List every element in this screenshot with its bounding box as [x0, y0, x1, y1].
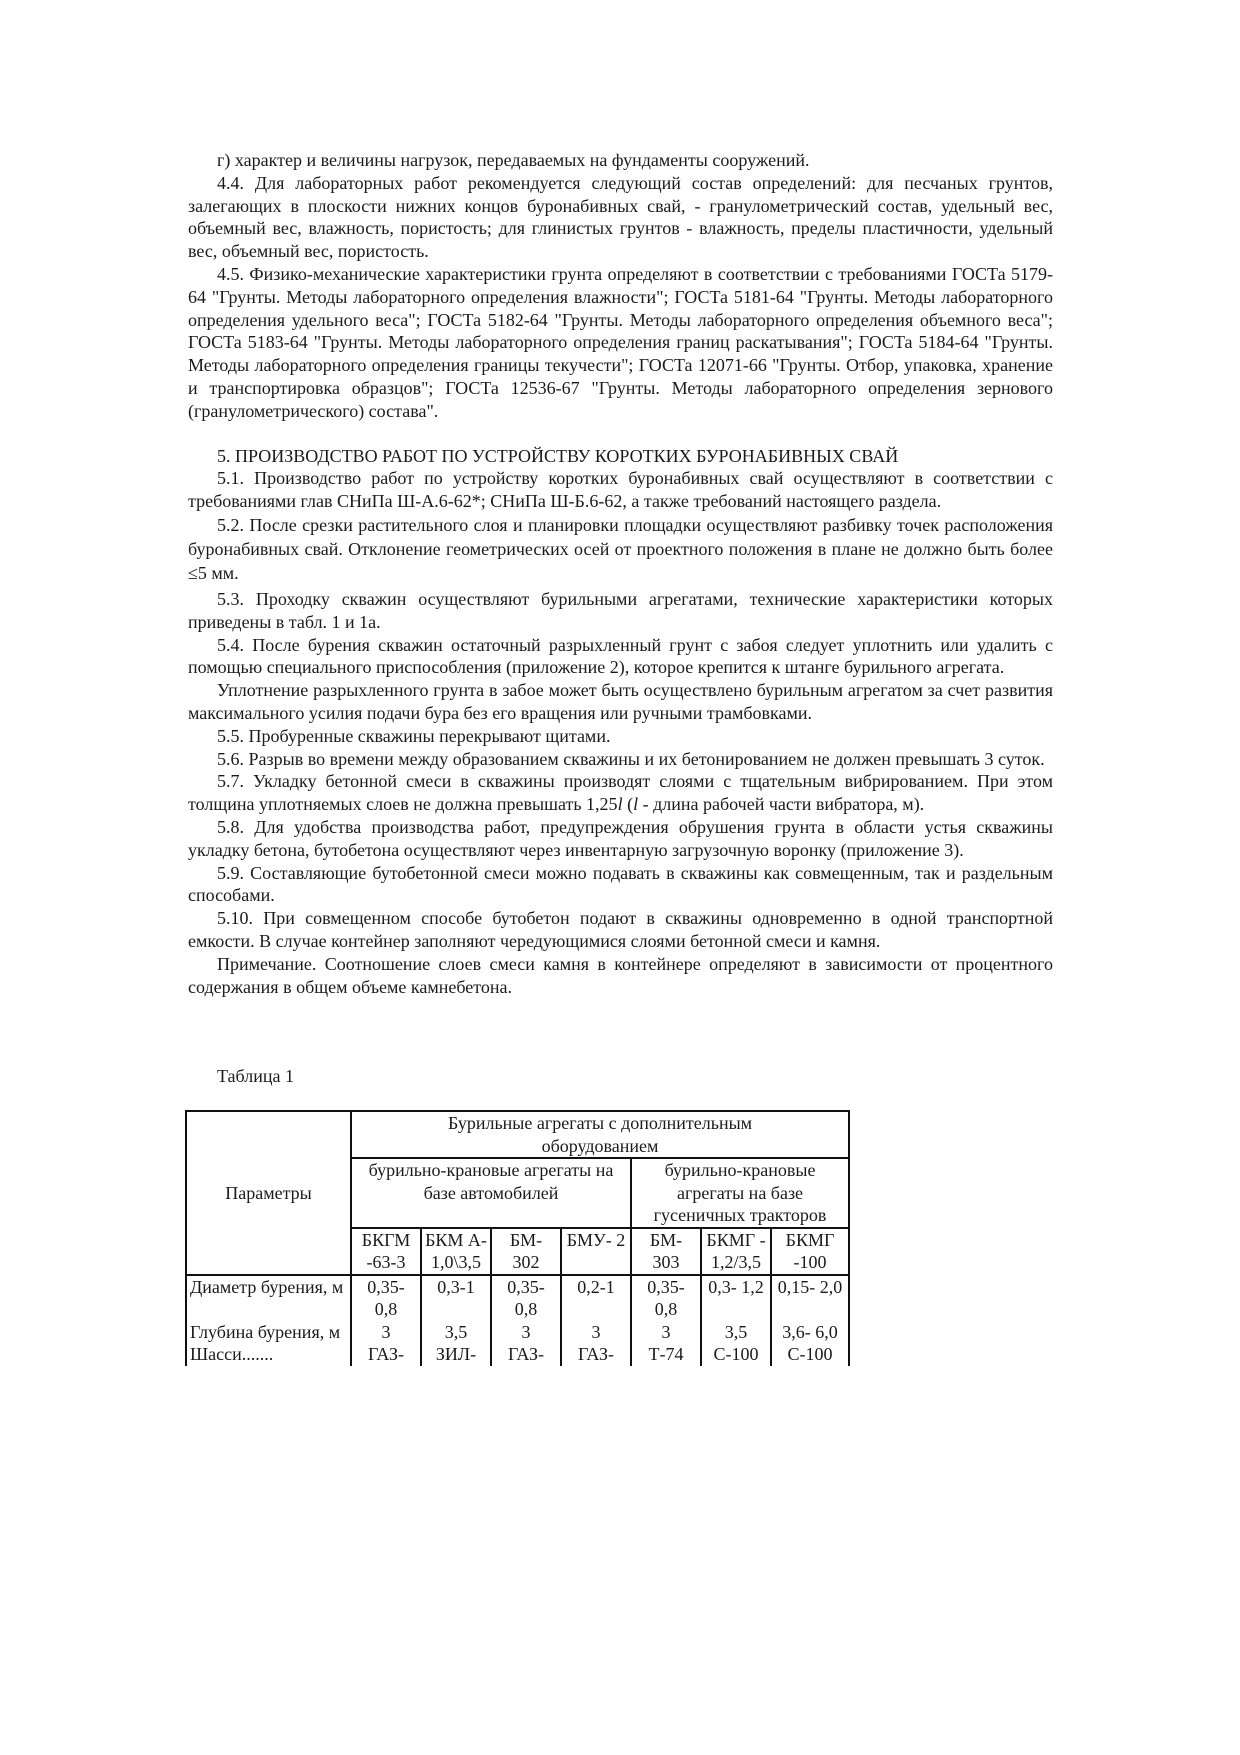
table-cell: ГАЗ-: [351, 1343, 421, 1366]
table-cell: ГАЗ-: [561, 1343, 631, 1366]
table-cell: Т-74: [631, 1343, 701, 1366]
table-cell: 3,5: [701, 1321, 771, 1344]
paragraph-5-1: 5.1. Производство работ по устройству коротких буронабивных свай осуществляют в соответствии с требованиями глав СНиПа Ш-А.6-62*; СНиПа Ш-Б.6-62, а также требований настоящего раздела.: [188, 468, 1053, 512]
paragraph-5-5: 5.5. Пробуренные скважины перекрывают щитами.: [217, 725, 611, 746]
paragraph-4-5: 4.5. Физико-механические характеристики грунта определяют в соответствии с требованиями ГОСТа 5179-64 "Грунты. Методы лабораторного определения влажности"; ГОСТа 5181-64 "Грунты. Методы лабораторного определения удельного веса"; ГОСТа 5182-64 "Грунты. Методы лабораторного определения объемного веса"; ГОСТа 5183-64 "Грунты. Методы лабораторного определения границ раскатывания"; ГОСТа 5184-64 "Грунты. Методы лабораторного определения границы текучести"; ГОСТа 12071-66 "Грунты. Отбор, упаковка, хранение и транспортировка образцов"; ГОСТа 12536-67 "Грунты. Методы лабораторного определения зернового (гранулометрического) состава".: [188, 263, 1053, 421]
row-label: Глубина бурения, м: [186, 1321, 351, 1344]
p57-after: - длина рабочей части вибратора, м).: [638, 794, 925, 815]
table-cell: ГАЗ-: [491, 1343, 561, 1366]
model-header: БМ- 302: [491, 1228, 561, 1275]
table-cell: 0,15- 2,0: [771, 1275, 849, 1321]
p57-var-l-2: l: [633, 794, 639, 815]
table-cell: 0,3-1: [421, 1275, 491, 1321]
model-header: БКМ А- 1,0\3,5: [421, 1228, 491, 1275]
p57-middle: (: [622, 794, 634, 815]
paragraph-5-7: [188, 770, 1053, 816]
table-row: [186, 1343, 849, 1366]
table-cell: С-100: [701, 1343, 771, 1366]
table-cell: 3,6- 6,0: [771, 1321, 849, 1344]
table-cell: 0,35- 0,8: [351, 1275, 421, 1321]
table-row: [186, 1275, 849, 1321]
table-cell: 3: [561, 1321, 631, 1344]
table-cell: 3,5: [421, 1321, 491, 1344]
model-header: БКМГ - 1,2/3,5: [701, 1228, 771, 1275]
paragraph-compaction: Уплотнение разрыхленного грунта в забое может быть осуществлено бурильным агрегатом за счет развития максимального усилия подачи бура без его вращения или ручными трамбовками.: [188, 680, 1053, 723]
table-cell: 0,35- 0,8: [491, 1275, 561, 1321]
table-1: [185, 1110, 850, 1366]
table-cell: С-100: [771, 1343, 849, 1366]
header-subgroup-tractor: бурильно-крановые агрегаты на базе гусеничных тракторов: [631, 1158, 849, 1228]
table-cell: 0,2-1: [561, 1275, 631, 1321]
table-cell: ЗИЛ-: [421, 1343, 491, 1366]
table-cell: 3: [631, 1321, 701, 1344]
p57-var-l: l: [617, 794, 623, 815]
paragraph-5-3: 5.3. Проходку скважин осуществляют бурильными агрегатами, технические характеристики которых приведены в табл. 1 и 1а.: [188, 588, 1053, 632]
row-label: Шасси.......: [186, 1343, 351, 1366]
section-5-title: 5. ПРОИЗВОДСТВО РАБОТ ПО УСТРОЙСТВУ КОРОТКИХ БУРОНАБИВНЫХ СВАЙ: [217, 445, 899, 466]
table-row: [186, 1321, 849, 1344]
paragraph-5-4: 5.4. После бурения скважин остаточный разрыхленный грунт с забоя следует уплотнить или удалить с помощью специального приспособления (приложение 2), которое крепится к штанге бурильного агрегата.: [188, 634, 1053, 678]
model-header: БКМГ -100: [771, 1228, 849, 1275]
header-subgroup-auto: бурильно-крановые агрегаты на базе автомобилей: [351, 1158, 631, 1228]
model-header: БМУ- 2: [561, 1228, 631, 1275]
paragraph-note: Примечание. Соотношение слоев смеси камня в контейнере определяют в зависимости от процентного содержания в общем объеме камнебетона.: [188, 953, 1053, 997]
model-header: БКГМ -63-3: [351, 1228, 421, 1275]
document-page: [188, 149, 1053, 1366]
paragraph-5-8: 5.8. Для удобства производства работ, предупреждения обрушения грунта в области устья скважины укладку бетона, бутобетона осуществляют через инвентарную загрузочную воронку (приложение 3).: [188, 816, 1053, 860]
paragraph-4-4: 4.4. Для лабораторных работ рекомендуется следующий состав определений: для песчаных грунтов, залегающих в плоскости нижних концов буронабивных свай, - гранулометрический состав, удельный вес, объемный вес, влажность, пористость; для глинистых грунтов - влажность, пределы пластичности, удельный вес, объемный вес, пористость.: [188, 172, 1053, 262]
model-header: БМ- 303: [631, 1228, 701, 1275]
table-cell: 3: [351, 1321, 421, 1344]
paragraph-g: г) характер и величины нагрузок, передаваемых на фундаменты сооружений.: [217, 150, 810, 170]
row-label: Диаметр бурения, м: [186, 1275, 351, 1321]
p57-before: 5.7. Укладку бетонной смеси в скважины производят слоями с тщательным вибрированием. При этом толщина уплотняемых слоев не должна превышать 1,25: [188, 771, 1053, 815]
table-cell: 0,35- 0,8: [631, 1275, 701, 1321]
paragraph-5-6: 5.6. Разрыв во времени между образованием скважины и их бетонированием не должен превышать 3 суток.: [217, 748, 1045, 769]
table-cell: 0,3- 1,2: [701, 1275, 771, 1321]
paragraph-5-10: 5.10. При совмещенном способе бутобетон подают в скважины одновременно в одной транспортной емкости. В случае контейнер заполняют чередующимися слоями бетонной смеси и камня.: [188, 908, 1053, 951]
paragraph-5-2: 5.2. После срезки растительного слоя и планировки площадки осуществляют разбивку точек расположения буронабивных свай. Отклонение геометрических осей от проектного положения в плане не должно быть более ≤5 мм.: [188, 514, 1053, 583]
table-cell: 3: [491, 1321, 561, 1344]
spacer: [188, 998, 1053, 1065]
header-parameters: Параметры: [186, 1111, 351, 1275]
paragraph-5-9: 5.9. Составляющие бутобетонной смеси можно подавать в скважины как совмещенным, так и раздельным способами.: [188, 862, 1053, 906]
table-caption: Таблица 1: [217, 1066, 294, 1087]
header-group: Бурильные агрегаты с дополнительным оборудованием: [351, 1111, 849, 1158]
